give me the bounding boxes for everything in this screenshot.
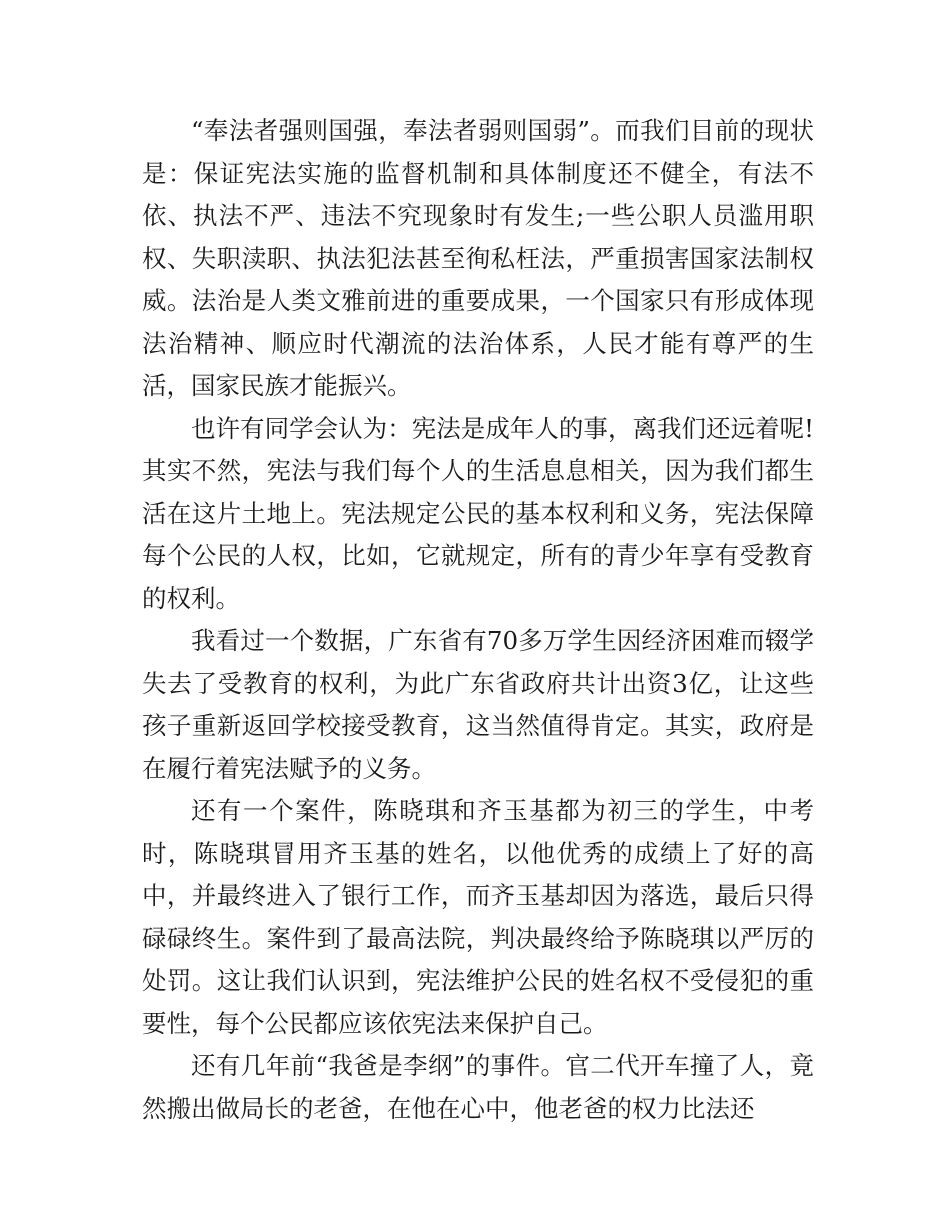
paragraph-li-gang-incident: 还有几年前“我爸是李纲”的事件。官二代开车撞了人，竟然搬出做局长的老爸，在他在心中，他老爸的权力比法还: [142, 1051, 814, 1123]
paragraph-guangdong-education: 我看过一个数据，广东省有70多万学生因经济困难而辍学失去了受教育的权利，为此广东省政府共计出资3亿，让这些孩子重新返回学校接受教育，这当然值得肯定。其实，政府是在履行着宪法赋予的义务。: [142, 626, 814, 783]
paragraph-name-right-case: 还有一个案件，陈晓琪和齐玉基都为初三的学生，中考时，陈晓琪冒用齐玉基的姓名，以他优秀的成绩上了好的高中，并最终进入了银行工作，而齐玉基却因为落选，最后只得碌碌终生。案件到了最高法院，判决最终给予陈晓琪以严厉的处罚。这让我们认识到，宪法维护公民的姓名权不受侵犯的重要性，每个公民都应该依宪法来保护自己。: [142, 796, 814, 1038]
paragraph-constitution-relevance: 也许有同学会认为：宪法是成年人的事，离我们还远着呢!其实不然，宪法与我们每个人的生活息息相关，因为我们都生活在这片土地上。宪法规定公民的基本权利和义务，宪法保障每个公民的人权，比如，它就规定，所有的青少年享有受教育的权利。: [142, 413, 814, 613]
paragraph-rule-of-law: “奉法者强则国强，奉法者弱则国弱”。而我们目前的现状是：保证宪法实施的监督机制和具体制度还不健全，有法不依、执法不严、违法不究现象时有发生;一些公职人员滥用职权、失职渎职、执法犯法甚至徇私枉法，严重损害国家法制权威。法治是人类文雅前进的重要成果，一个国家只有形成体现法治精神、顺应时代潮流的法治体系，人民才能有尊严的生活，国家民族才能振兴。: [142, 116, 814, 400]
document-body: [142, 110, 814, 1130]
